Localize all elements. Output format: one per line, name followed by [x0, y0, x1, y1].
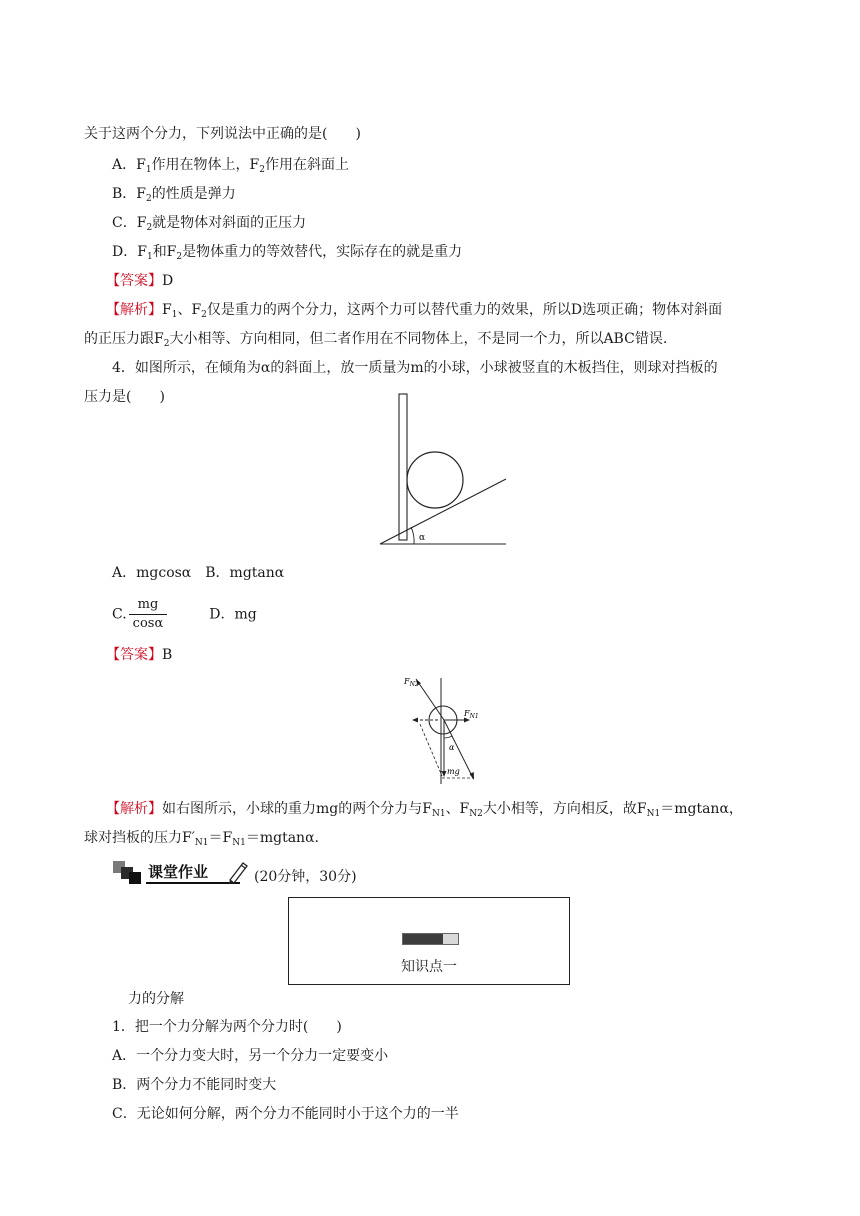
q3-option-b: B．$F_2$的性质是弹力 — [112, 186, 236, 204]
q1-option-a: A．一个分力变大时，另一个分力一定要变小 — [112, 1048, 389, 1064]
label-alpha: α — [449, 743, 455, 752]
pencil-icon — [224, 858, 250, 884]
incline-ball-figure — [374, 390, 514, 550]
answer-tag: 【答案】 — [106, 273, 162, 289]
q3-answer: 【答案】D — [106, 273, 174, 289]
q3-option-c: C．$F_2$就是物体对斜面的正压力 — [112, 215, 307, 233]
q3-stem: 关于这两个分力，下列说法中正确的是( ) — [84, 126, 361, 142]
topic-title: 力的分解 — [128, 991, 184, 1007]
q3-analysis-line2: 的正压力跟$F_2$大小相等、方向相同，但二者作用在不同物体上，不是同一个力，所以ABC错误. — [84, 331, 668, 349]
knowledge-point-label: 知识点一 — [401, 959, 457, 975]
fig-angle-label: α — [419, 533, 426, 543]
q4-options-cd: C. $\frac{mg}{\cos\alpha}$ D．mg — [112, 597, 257, 631]
q1-stem: 1．把一个力分解为两个分力时( ) — [112, 1019, 342, 1035]
squares-icon — [112, 860, 146, 886]
q1-option-c: C．无论如何分解，两个分力不能同时小于这个力的一半 — [112, 1106, 459, 1122]
analysis-tag: 【解析】 — [106, 302, 162, 318]
q3-analysis-line1: 【解析】$F_1$、$F_2$仅是重力的两个分力，这两个力可以替代重力的效果，所以D选项正确；物体对斜面 — [106, 302, 723, 320]
q4-analysis-line2: 球对挡板的压力$F'_{N1}=F_{N1}=mgtan\alpha$. — [84, 830, 319, 848]
q4-answer: 【答案】B — [106, 647, 173, 663]
force-diagram-figure — [398, 670, 490, 786]
knowledge-progress-fill — [403, 934, 443, 944]
section-time-score: (20分钟，30分) — [254, 869, 357, 885]
knowledge-point-box — [288, 897, 570, 985]
fraction-mg-over-cos: $\frac{mg}{\cos\alpha}$ — [129, 596, 168, 633]
q4-stem-line1: 4．如图所示，在倾角为α的斜面上，放一质量为m的小球，小球被竖直的木板挡住，则球对挡板的 — [112, 360, 718, 376]
label-mg: mg — [447, 767, 460, 776]
knowledge-progress-bar — [402, 933, 459, 945]
q4-analysis-line1: 【解析】如右图所示，小球的重力mg的两个分力与$F_{N1}$、$F_{N2}$大小相等，方向相反，故$F_{N1}=mgtan\alpha$， — [106, 801, 743, 819]
label-fn1: $F_{N1}$ — [464, 709, 479, 720]
q3-option-d: D．$F_1$和$F_2$是物体重力的等效替代，实际存在的就是重力 — [112, 244, 463, 262]
section-banner — [112, 858, 250, 886]
q1-option-b: B．两个分力不能同时变大 — [112, 1077, 277, 1093]
q3-option-a: A．$F_1$作用在物体上，$F_2$作用在斜面上 — [112, 157, 350, 175]
q4-stem-line2: 压力是( ) — [84, 389, 165, 405]
label-fn2: $F_{N2}$ — [404, 677, 419, 688]
section-title: 课堂作业 — [148, 863, 209, 881]
q4-options-ab: A．mgcosα B．mgtanα — [112, 565, 285, 581]
